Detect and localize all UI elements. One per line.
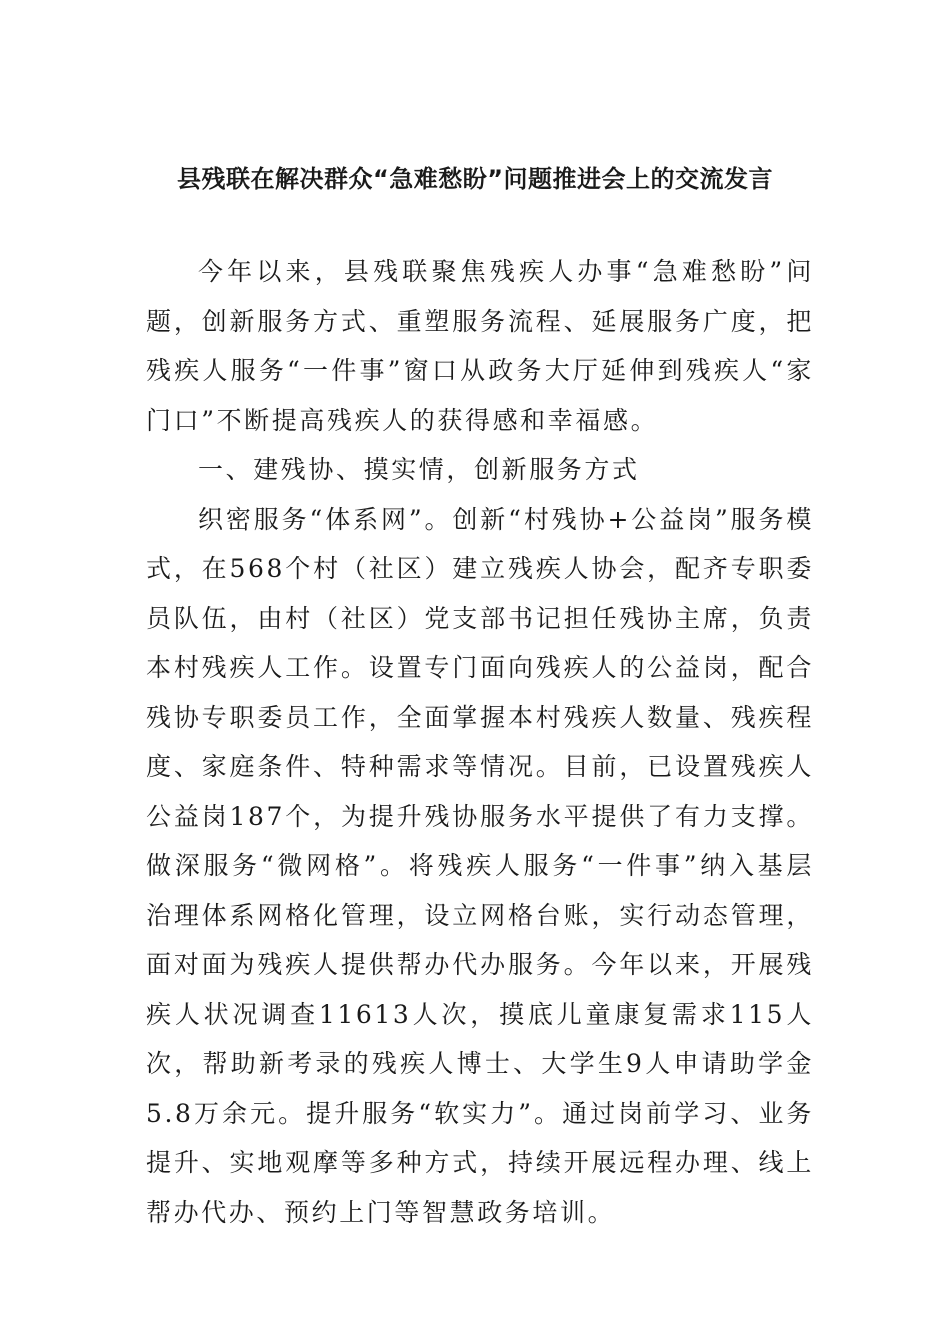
paragraph-intro: 今年以来，县残联聚焦残疾人办事“急难愁盼”问题，创新服务方式、重塑服务流程、延展服务广度，把残疾人服务“一件事”窗口从政务大厅延伸到残疾人“家门口”不断提高残疾人的获得感和幸福感。: [146, 257, 814, 435]
document-body: [146, 247, 814, 1237]
section-heading-1: 一、建残协、摸实情，创新服务方式: [198, 455, 640, 484]
paragraph-section-1: 织密服务“体系网”。创新“村残协+公益岗”服务模式，在568个村（社区）建立残疾人协会，配齐专职委员队伍，由村（社区）党支部书记担任残协主席，负责本村残疾人工作。设置专门面向残疾人的公益岗，配合残协专职委员工作，全面掌握本村残疾人数量、残疾程度、家庭条件、特种需求等情况。目前，已设置残疾人公益岗187个，为提升残协服务水平提供了有力支撑。做深服务“微网格”。将残疾人服务“一件事”纳入基层治理体系网格化管理，设立网格台账，实行动态管理，面对面为残疾人提供帮办代办服务。今年以来，开展残疾人状况调查11613人次，摸底儿童康复需求115人次，帮助新考录的残疾人博士、大学生9人申请助学金5.8万余元。提升服务“软实力”。通过岗前学习、业务提升、实地观摩等多种方式，持续开展远程办理、线上帮办代办、预约上门等智慧政务培训。: [146, 504, 814, 1227]
document-title: 县残联在解决群众“急难愁盼”问题推进会上的交流发言: [176, 165, 774, 193]
